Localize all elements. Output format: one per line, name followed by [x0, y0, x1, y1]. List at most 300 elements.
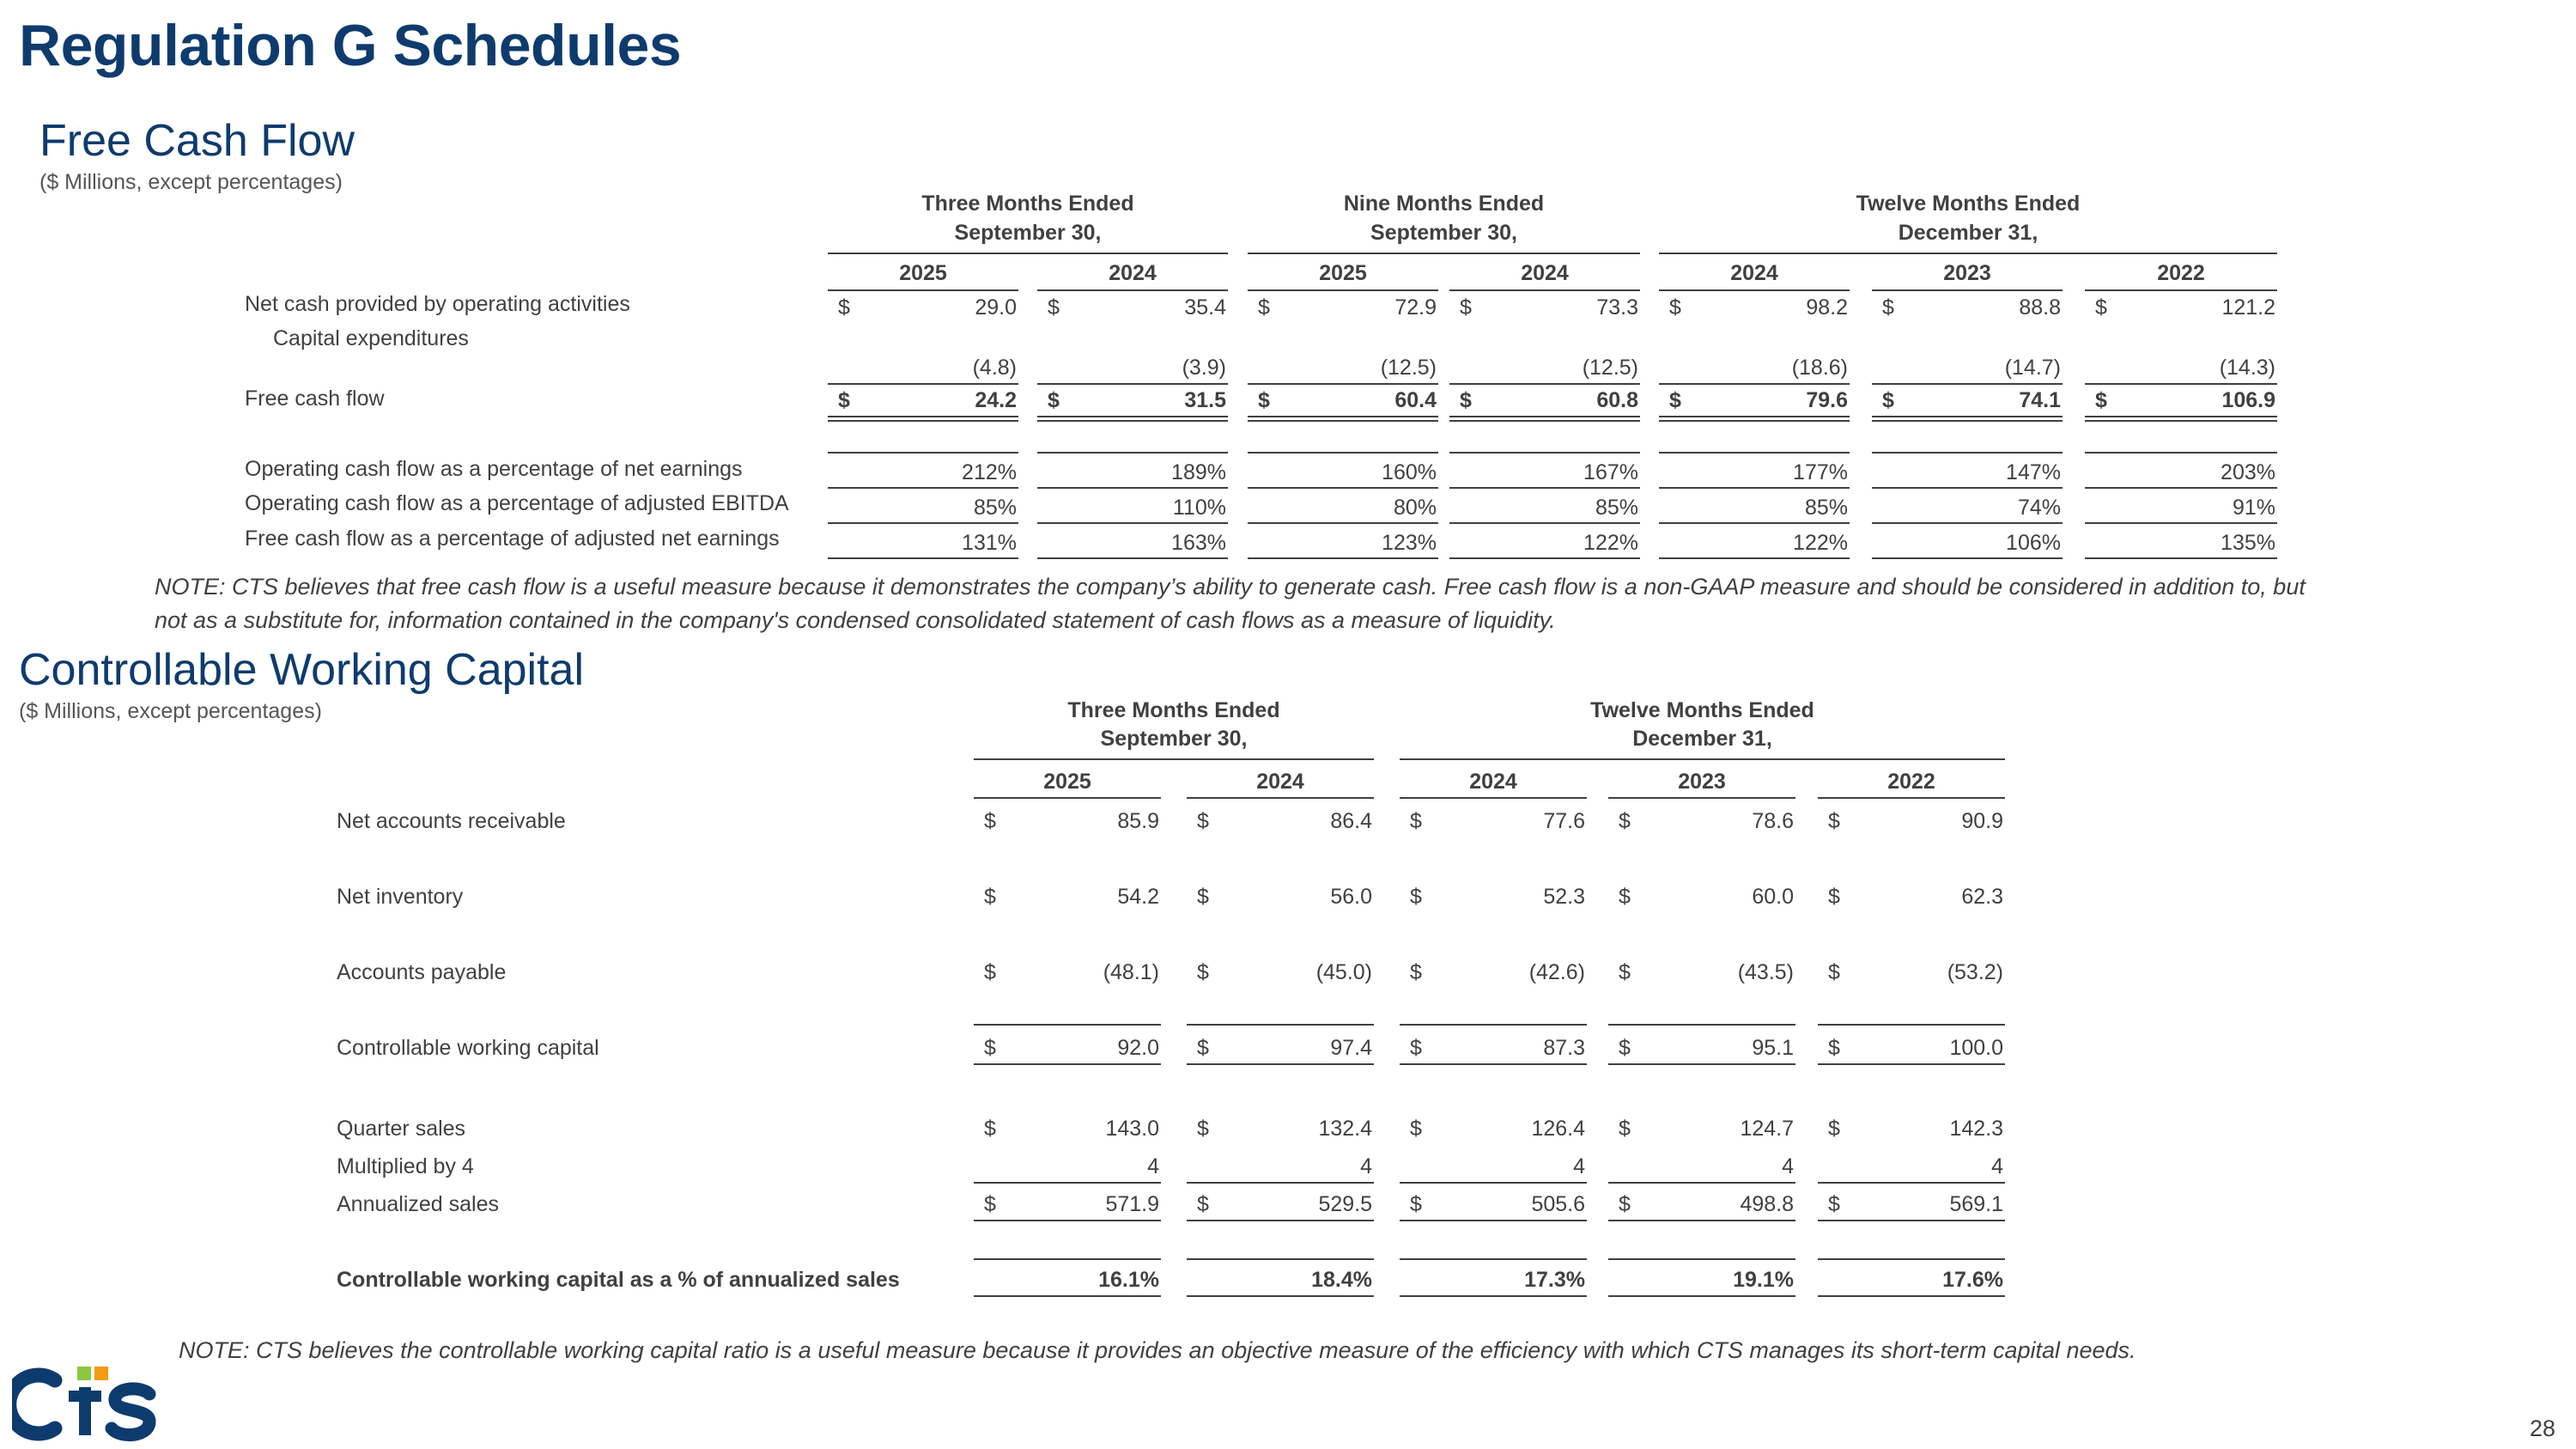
- cwc-group-header-2-line-1: Twelve Months Ended: [1590, 698, 1814, 722]
- cwc-row-line: [1818, 1024, 2005, 1026]
- fcf-cell-ocf: [1248, 295, 1438, 323]
- cwc-group-header-1-line-2: September 30,: [1100, 727, 1248, 751]
- cwc-cell-ap: [1400, 960, 1587, 988]
- cwc-row-line: [974, 1182, 1161, 1184]
- cwc-row-line: [1818, 1295, 2005, 1297]
- cwc-row-line: [974, 1063, 1161, 1065]
- cell-value: 160%: [1382, 460, 1437, 484]
- fcf-row-double-line: [828, 420, 1018, 422]
- fcf-cell-pct_ne: [1037, 460, 1228, 488]
- fcf-row-line: [828, 452, 1018, 454]
- cwc-row-label-inv: Net inventory: [337, 885, 464, 909]
- cts-logo: [12, 1361, 158, 1447]
- cell-value: 98.2: [1806, 295, 1848, 320]
- fcf-row-line: [1248, 487, 1438, 489]
- cell-value: 97.4: [1330, 1036, 1372, 1060]
- dollar-sign: $: [1410, 809, 1422, 833]
- fcf-cell-pct_ebitda: [828, 496, 1018, 523]
- fcf-cell-ocf: [1872, 295, 2063, 323]
- cwc-cell-ap: [1608, 960, 1795, 988]
- dollar-sign: $: [1619, 1036, 1631, 1060]
- cwc-row-line: [974, 1220, 1161, 1221]
- fcf-year-header: 2024: [1730, 261, 1778, 285]
- cwc-cell-qs: [1400, 1117, 1587, 1144]
- fcf-group-header-3-line-2: December 31,: [1898, 221, 2038, 245]
- fcf-group-header-1-line-1: Three Months Ended: [921, 192, 1134, 216]
- fcf-cell-capex: [828, 356, 1018, 383]
- fcf-cell-fcf: [1659, 388, 1850, 416]
- cwc-cell-pct: [1608, 1268, 1795, 1295]
- fcf-year-underline: [1449, 289, 1640, 291]
- fcf-row-double-line: [2085, 420, 2277, 422]
- fcf-cell-pct_adj: [1248, 531, 1438, 558]
- fcf-year-underline: [1248, 289, 1438, 291]
- dollar-sign: $: [2095, 295, 2107, 320]
- fcf-row-label-fcf: Free cash flow: [245, 387, 385, 411]
- fcf-cell-pct_ebitda: [1872, 496, 2063, 523]
- cwc-row-line: [974, 1295, 1161, 1297]
- fcf-row-line: [2085, 557, 2277, 559]
- cell-value: 92.0: [1117, 1036, 1159, 1060]
- cell-value: 16.1%: [1098, 1268, 1159, 1292]
- fcf-year-underline: [1659, 289, 1850, 291]
- cwc-year-header: 2023: [1678, 770, 1726, 794]
- dollar-sign: $: [1410, 1036, 1422, 1060]
- dollar-sign: $: [1619, 809, 1631, 833]
- cell-value: 571.9: [1105, 1192, 1159, 1216]
- fcf-cell-pct_adj: [1449, 531, 1640, 558]
- cwc-cell-cwc: [1608, 1036, 1795, 1063]
- fcf-row-line: [1449, 487, 1640, 489]
- cwc-group-underline: [974, 758, 1374, 760]
- fcf-row-line: [1872, 416, 2063, 417]
- fcf-row-line: [2085, 522, 2277, 524]
- dollar-sign: $: [984, 885, 996, 909]
- cts-logo-mark: [12, 1361, 158, 1443]
- fcf-cell-pct_ne: [2085, 460, 2277, 488]
- cell-value: 88.8: [2019, 295, 2061, 320]
- cwc-row-line: [1608, 1295, 1795, 1297]
- fcf-row-line: [1659, 452, 1850, 454]
- fcf-row-line: [828, 522, 1018, 524]
- cell-value: 85%: [973, 496, 1017, 520]
- cell-value: 85%: [1804, 496, 1848, 520]
- fcf-row-label-pct_adj: Free cash flow as a percentage of adjusted net earnings: [245, 527, 780, 551]
- dollar-sign: $: [1197, 885, 1209, 909]
- cwc-cell-mult: [1608, 1154, 1795, 1182]
- cell-value: (12.5): [1582, 356, 1638, 380]
- fcf-row-line: [828, 416, 1018, 417]
- fcf-year-header: 2024: [1109, 261, 1157, 285]
- cell-value: 110%: [1172, 496, 1226, 520]
- fcf-group-header-2-line-2: September 30,: [1370, 221, 1517, 245]
- cell-value: 143.0: [1105, 1117, 1159, 1141]
- logo-green-square: [77, 1367, 91, 1380]
- cwc-row-line: [1400, 1295, 1587, 1297]
- cwc-row-line: [1608, 1182, 1795, 1184]
- fcf-cell-pct_ne: [1449, 460, 1640, 488]
- dollar-sign: $: [1197, 809, 1209, 833]
- fcf-group-underline: [828, 253, 1228, 254]
- fcf-row-line: [2085, 383, 2277, 385]
- cell-value: 52.3: [1543, 885, 1585, 909]
- fcf-cell-capex: [1872, 356, 2063, 383]
- cwc-row-label-ann: Annualized sales: [337, 1192, 500, 1216]
- fcf-row-label-pct_ebitda: Operating cash flow as a percentage of adjusted EBITDA: [245, 491, 789, 515]
- fcf-row-line: [1037, 452, 1228, 454]
- cwc-cell-mult: [1818, 1154, 2005, 1182]
- cell-value: 106.9: [2221, 388, 2275, 412]
- cwc-cell-inv: [1187, 885, 1374, 912]
- dollar-sign: $: [984, 809, 996, 833]
- cell-value: (45.0): [1315, 960, 1372, 984]
- dollar-sign: $: [1828, 1192, 1840, 1216]
- cell-value: 131%: [962, 531, 1017, 555]
- fcf-row-line: [1037, 487, 1228, 489]
- cwc-year-underline: [1608, 797, 1795, 799]
- cell-value: (53.2): [1947, 960, 2003, 984]
- fcf-cell-ocf: [1449, 295, 1640, 323]
- fcf-cell-pct_adj: [2085, 531, 2277, 558]
- cell-value: 18.4%: [1311, 1268, 1372, 1292]
- fcf-row-double-line: [1449, 420, 1640, 422]
- cell-value: 4: [1782, 1154, 1794, 1178]
- fcf-row-line: [1037, 557, 1228, 559]
- cell-value: (18.6): [1791, 356, 1848, 380]
- fcf-row-line: [1659, 383, 1850, 385]
- dollar-sign: $: [1197, 1036, 1209, 1060]
- cwc-row-line: [1187, 1258, 1374, 1260]
- cwc-cell-qs: [1818, 1117, 2005, 1144]
- cwc-row-label-qs: Quarter sales: [337, 1117, 466, 1141]
- cell-value: 189%: [1171, 460, 1226, 484]
- cell-value: 60.4: [1394, 388, 1437, 412]
- cwc-row-line: [1187, 1182, 1374, 1184]
- cell-value: 122%: [1583, 531, 1638, 555]
- dollar-sign: $: [1197, 1192, 1209, 1216]
- cwc-cell-mult: [1187, 1154, 1374, 1182]
- cwc-row-line: [974, 1024, 1161, 1026]
- dollar-sign: $: [1882, 295, 1894, 320]
- dollar-sign: $: [1048, 388, 1060, 412]
- fcf-row-label-ocf: Net cash provided by operating activities: [245, 292, 630, 316]
- fcf-group-underline: [1248, 253, 1640, 254]
- cell-value: 90.9: [1961, 809, 2003, 833]
- dollar-sign: $: [1669, 295, 1681, 320]
- cell-value: (48.1): [1103, 960, 1159, 984]
- cell-value: (3.9): [1182, 356, 1226, 380]
- fcf-year-header: 2023: [1943, 261, 1991, 285]
- cell-value: 17.6%: [1942, 1268, 2003, 1292]
- fcf-cell-ocf: [1037, 295, 1228, 323]
- cwc-cell-ann: [1608, 1192, 1795, 1220]
- cell-value: 78.6: [1752, 809, 1794, 833]
- cwc-row-line: [1818, 1063, 2005, 1065]
- fcf-cell-fcf: [1037, 388, 1228, 416]
- cell-value: 72.9: [1394, 295, 1437, 320]
- cwc-cell-inv: [1608, 885, 1795, 912]
- fcf-row-line: [1449, 452, 1640, 454]
- cell-value: 56.0: [1330, 885, 1372, 909]
- dollar-sign: $: [1410, 885, 1422, 909]
- fcf-cell-fcf: [1872, 388, 2063, 416]
- cwc-row-line: [1818, 1182, 2005, 1184]
- fcf-section-subtitle: ($ Millions, except percentages): [39, 170, 343, 194]
- cell-value: 85%: [1595, 496, 1638, 520]
- cell-value: (14.3): [2219, 356, 2275, 380]
- fcf-year-underline: [2085, 289, 2277, 291]
- cwc-section-subtitle: ($ Millions, except percentages): [19, 699, 322, 723]
- cwc-row-line: [1608, 1063, 1795, 1065]
- cwc-year-header: 2022: [1887, 770, 1935, 794]
- fcf-row-label-capex: Capital expenditures: [273, 326, 469, 350]
- dollar-sign: $: [1828, 1036, 1840, 1060]
- dollar-sign: $: [1828, 809, 1840, 833]
- cwc-cell-ar: [1187, 809, 1374, 837]
- fcf-cell-pct_ne: [1659, 460, 1850, 488]
- fcf-row-line: [2085, 416, 2277, 417]
- cwc-cell-ann: [974, 1192, 1161, 1220]
- cwc-year-header: 2024: [1256, 770, 1304, 794]
- cell-value: 203%: [2221, 460, 2275, 484]
- cell-value: 60.0: [1752, 885, 1794, 909]
- fcf-row-line: [1659, 522, 1850, 524]
- cwc-row-line: [1187, 1220, 1374, 1221]
- dollar-sign: $: [1669, 388, 1681, 412]
- dollar-sign: $: [1410, 1117, 1422, 1141]
- fcf-row-line: [1659, 416, 1850, 417]
- cell-value: 87.3: [1543, 1036, 1585, 1060]
- cwc-cell-pct: [1818, 1268, 2005, 1295]
- fcf-row-line: [1248, 452, 1438, 454]
- cwc-row-label-ar: Net accounts receivable: [337, 809, 566, 833]
- fcf-note-line-2: not as a substitute for, information contained in the company's condensed consolidated statement of cash flows as a measure of liquidity.: [155, 607, 1556, 633]
- fcf-group-header-3-line-1: Twelve Months Ended: [1856, 192, 2081, 216]
- cell-value: 54.2: [1117, 885, 1159, 909]
- cwc-row-line: [1187, 1063, 1374, 1065]
- cwc-cell-qs: [974, 1117, 1161, 1144]
- cwc-year-header: 2024: [1469, 770, 1517, 794]
- cell-value: 123%: [1382, 531, 1437, 555]
- cell-value: 177%: [1793, 460, 1848, 484]
- cell-value: 95.1: [1752, 1036, 1794, 1060]
- page-number: 28: [2529, 1416, 2555, 1441]
- cwc-row-line: [1818, 1258, 2005, 1260]
- fcf-cell-fcf: [1449, 388, 1640, 416]
- fcf-cell-ocf: [1659, 295, 1850, 323]
- fcf-section-title: Free Cash Flow: [39, 116, 355, 166]
- cell-value: 73.3: [1596, 295, 1638, 320]
- fcf-row-line: [1449, 522, 1640, 524]
- fcf-year-underline: [828, 289, 1018, 291]
- cwc-cell-mult: [1400, 1154, 1587, 1182]
- fcf-year-header: 2024: [1521, 261, 1569, 285]
- dollar-sign: $: [1258, 388, 1270, 412]
- fcf-cell-fcf: [2085, 388, 2277, 416]
- cwc-cell-ap: [1818, 960, 2005, 988]
- fcf-row-line: [1659, 557, 1850, 559]
- cell-value: 569.1: [1949, 1192, 2003, 1216]
- dollar-sign: $: [2095, 388, 2107, 412]
- fcf-cell-ocf: [2085, 295, 2277, 323]
- fcf-cell-capex: [1248, 356, 1438, 383]
- cwc-row-line: [1187, 1295, 1374, 1297]
- fcf-cell-capex: [1449, 356, 1640, 383]
- cell-value: 85.9: [1117, 809, 1159, 833]
- dollar-sign: $: [838, 388, 850, 412]
- cell-value: 4: [1147, 1154, 1159, 1178]
- cell-value: 498.8: [1740, 1192, 1794, 1216]
- fcf-row-line: [1037, 522, 1228, 524]
- fcf-row-line: [828, 557, 1018, 559]
- cell-value: 19.1%: [1733, 1268, 1794, 1292]
- cwc-cell-cwc: [974, 1036, 1161, 1063]
- cwc-year-underline: [1818, 797, 2005, 799]
- fcf-row-line: [828, 383, 1018, 385]
- fcf-row-line: [1449, 416, 1640, 417]
- fcf-cell-pct_ne: [1872, 460, 2063, 488]
- fcf-cell-capex: [1037, 356, 1228, 383]
- fcf-cell-ocf: [828, 295, 1018, 323]
- fcf-row-line: [1037, 416, 1228, 417]
- fcf-year-header: 2025: [899, 261, 947, 285]
- cwc-cell-ann: [1400, 1192, 1587, 1220]
- cwc-cell-cwc: [1187, 1036, 1374, 1063]
- dollar-sign: $: [1410, 1192, 1422, 1216]
- dollar-sign: $: [1410, 960, 1422, 984]
- cwc-cell-mult: [974, 1154, 1161, 1182]
- dollar-sign: $: [1619, 960, 1631, 984]
- cell-value: 80%: [1393, 496, 1437, 520]
- cwc-row-label-cwc: Controllable working capital: [337, 1036, 599, 1060]
- fcf-cell-pct_ebitda: [1037, 496, 1228, 523]
- cwc-row-line: [1608, 1258, 1795, 1260]
- cwc-cell-qs: [1608, 1117, 1795, 1144]
- fcf-year-underline: [1872, 289, 2063, 291]
- cell-value: 31.5: [1184, 388, 1226, 412]
- cwc-cell-pct: [974, 1268, 1161, 1295]
- fcf-row-line: [1449, 557, 1640, 559]
- cell-value: 135%: [2221, 531, 2275, 555]
- cwc-group-underline: [1400, 758, 2005, 760]
- fcf-cell-capex: [1659, 356, 1850, 383]
- cwc-group-header-1-line-1: Three Months Ended: [1067, 698, 1280, 722]
- cell-value: 142.3: [1949, 1117, 2003, 1141]
- cell-value: 35.4: [1184, 295, 1226, 320]
- cell-value: 122%: [1793, 531, 1848, 555]
- fcf-row-line: [1248, 416, 1438, 417]
- fcf-row-double-line: [1872, 420, 2063, 422]
- cwc-cell-ar: [1608, 809, 1795, 837]
- cell-value: 24.2: [975, 388, 1017, 412]
- cell-value: 529.5: [1318, 1192, 1372, 1216]
- dollar-sign: $: [984, 1036, 996, 1060]
- cell-value: 100.0: [1949, 1036, 2003, 1060]
- dollar-sign: $: [984, 960, 996, 984]
- cell-value: 147%: [2006, 460, 2061, 484]
- cell-value: 106%: [2006, 531, 2061, 555]
- dollar-sign: $: [1460, 388, 1472, 412]
- cwc-cell-ar: [974, 809, 1161, 837]
- fcf-cell-pct_ebitda: [1248, 496, 1438, 523]
- dollar-sign: $: [984, 1117, 996, 1141]
- cwc-cell-pct: [1400, 1268, 1587, 1295]
- fcf-row-double-line: [1248, 420, 1438, 422]
- fcf-cell-pct_adj: [1037, 531, 1228, 558]
- cell-value: 60.8: [1596, 388, 1638, 412]
- fcf-group-header-2-line-1: Nine Months Ended: [1343, 192, 1545, 216]
- fcf-row-line: [2085, 487, 2277, 489]
- cell-value: (42.6): [1528, 960, 1585, 984]
- cell-value: 17.3%: [1524, 1268, 1585, 1292]
- fcf-row-line: [1872, 522, 2063, 524]
- dollar-sign: $: [1460, 295, 1472, 320]
- cwc-section-title: Controllable Working Capital: [19, 645, 585, 695]
- fcf-row-line: [828, 487, 1018, 489]
- dollar-sign: $: [1619, 1117, 1631, 1141]
- cwc-row-line: [1608, 1220, 1795, 1221]
- cwc-year-underline: [1187, 797, 1374, 799]
- cell-value: 167%: [1583, 460, 1638, 484]
- page-title: Regulation G Schedules: [19, 13, 682, 78]
- cwc-row-line: [1818, 1220, 2005, 1221]
- cell-value: 74%: [2017, 496, 2061, 520]
- cwc-cell-ann: [1818, 1192, 2005, 1220]
- fcf-cell-pct_adj: [828, 531, 1018, 558]
- fcf-cell-fcf: [1248, 388, 1438, 416]
- fcf-note-line-1: NOTE: CTS believes that free cash flow is a useful measure because it demonstrates the company’s ability to generate cash. Free cash flow is a non-GAAP measure and should be considered in addition to, but: [155, 574, 2306, 600]
- cell-value: 505.6: [1531, 1192, 1585, 1216]
- fcf-row-double-line: [1037, 420, 1228, 422]
- cell-value: 62.3: [1961, 885, 2003, 909]
- cell-value: 212%: [962, 460, 1017, 484]
- cell-value: 4: [1573, 1154, 1585, 1178]
- cwc-group-header-2-line-2: December 31,: [1632, 727, 1772, 751]
- dollar-sign: $: [1882, 388, 1894, 412]
- cell-value: 79.6: [1806, 388, 1848, 412]
- fcf-cell-fcf: [828, 388, 1018, 416]
- cell-value: 77.6: [1543, 809, 1585, 833]
- fcf-cell-pct_adj: [1659, 531, 1850, 558]
- cwc-row-line: [1608, 1024, 1795, 1026]
- fcf-cell-pct_ebitda: [2085, 496, 2277, 523]
- cwc-row-line: [1187, 1024, 1374, 1026]
- cwc-cell-inv: [1818, 885, 2005, 912]
- cwc-cell-cwc: [1400, 1036, 1587, 1063]
- cwc-cell-inv: [1400, 885, 1587, 912]
- cell-value: (12.5): [1380, 356, 1437, 380]
- fcf-row-line: [1248, 557, 1438, 559]
- fcf-row-line: [1037, 383, 1228, 385]
- dollar-sign: $: [1048, 295, 1060, 320]
- cell-value: 132.4: [1318, 1117, 1372, 1141]
- cwc-year-underline: [1400, 797, 1587, 799]
- fcf-row-line: [1449, 383, 1640, 385]
- cwc-cell-ann: [1187, 1192, 1374, 1220]
- fcf-row-line: [1872, 557, 2063, 559]
- cwc-cell-pct: [1187, 1268, 1374, 1295]
- cwc-row-label-pct: Controllable working capital as a % of annualized sales: [337, 1268, 900, 1292]
- fcf-cell-pct_adj: [1872, 531, 2063, 558]
- cwc-row-line: [974, 1258, 1161, 1260]
- fcf-row-line: [1248, 522, 1438, 524]
- dollar-sign: $: [838, 295, 850, 320]
- cwc-cell-cwc: [1818, 1036, 2005, 1063]
- fcf-row-label-pct_ne: Operating cash flow as a percentage of net earnings: [245, 457, 743, 481]
- cwc-row-line: [1400, 1258, 1587, 1260]
- fcf-group-header-1-line-2: September 30,: [954, 221, 1102, 245]
- cwc-note: NOTE: CTS believes the controllable working capital ratio is a useful measure because it provides an objective measure of the efficiency with which CTS manages its short-term capital needs.: [179, 1337, 2136, 1363]
